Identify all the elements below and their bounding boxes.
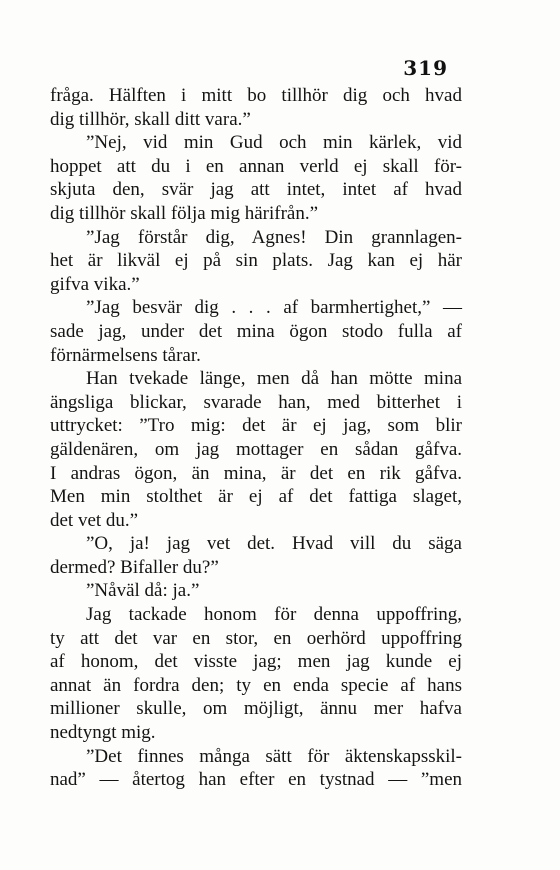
text-line: sade jag, under det mina ögon stodo fulla af [50, 320, 462, 342]
text-line: hoppet att du i en annan verld ej skall för- [50, 155, 462, 177]
text-line: ”O, ja! jag vet det. Hvad vill du säga [86, 533, 462, 555]
text-line: ”Det finnes många sätt för äktenskapsskil- [86, 745, 462, 767]
text-line: ”Jag förstår dig, Agnes! Din grannlagen- [86, 226, 462, 248]
text-line: dig tillhör, skall ditt vara.” [50, 108, 251, 130]
text-line: annat än fordra den; ty en enda specie af hans [50, 674, 462, 696]
text-line: het är likväl ej på sin plats. Jag kan ej här [50, 250, 462, 272]
text-line: ”Nåväl då: ja.” [86, 580, 200, 602]
text-line: nad” — återtog han efter en tystnad — ”men [50, 769, 462, 791]
text-line: gifva vika.” [50, 273, 140, 295]
text-line: ”Jag besvär dig . . . af barmhertighet,” — [86, 297, 462, 319]
text-line: det vet du.” [50, 509, 139, 531]
text-line: dig tillhör skall följa mig härifrån.” [50, 202, 319, 224]
text-line: ”Nej, vid min Gud och min kärlek, vid [86, 132, 462, 154]
text-line: Jag tackade honom för denna uppoffring, [86, 604, 462, 626]
text-line: I andras ögon, än mina, är det en rik gåfva. [50, 462, 462, 484]
text-line: skjuta den, svär jag att intet, intet af hvad [50, 179, 462, 201]
text-line: af honom, det visste jag; men jag kunde ej [50, 651, 462, 673]
text-line: Men min stolthet är ej af det fattiga slaget, [50, 486, 462, 508]
text-line: ängsliga blickar, svarade han, med bitterhet i [50, 391, 462, 413]
text-line: gäldenären, om jag mottager en sådan gåfva. [50, 438, 462, 460]
text-line: ty att det var en stor, en oerhörd uppoffring [50, 627, 462, 649]
text-line: Han tvekade länge, men då han mötte mina [86, 368, 462, 390]
text-line: uttrycket: ”Tro mig: det är ej jag, som blir [50, 415, 462, 437]
text-line: fråga. Hälften i mitt bo tillhör dig och hvad [50, 85, 462, 106]
text-line: nedtyngt mig. [50, 722, 156, 744]
text-line: dermed? Bifaller du?” [50, 556, 219, 578]
page-number: 319 [403, 56, 448, 80]
text-line: förnärmelsens tårar. [50, 344, 201, 366]
body-text [50, 84, 462, 792]
text-line: millioner skulle, om möjligt, ännu mer hafva [50, 698, 462, 720]
